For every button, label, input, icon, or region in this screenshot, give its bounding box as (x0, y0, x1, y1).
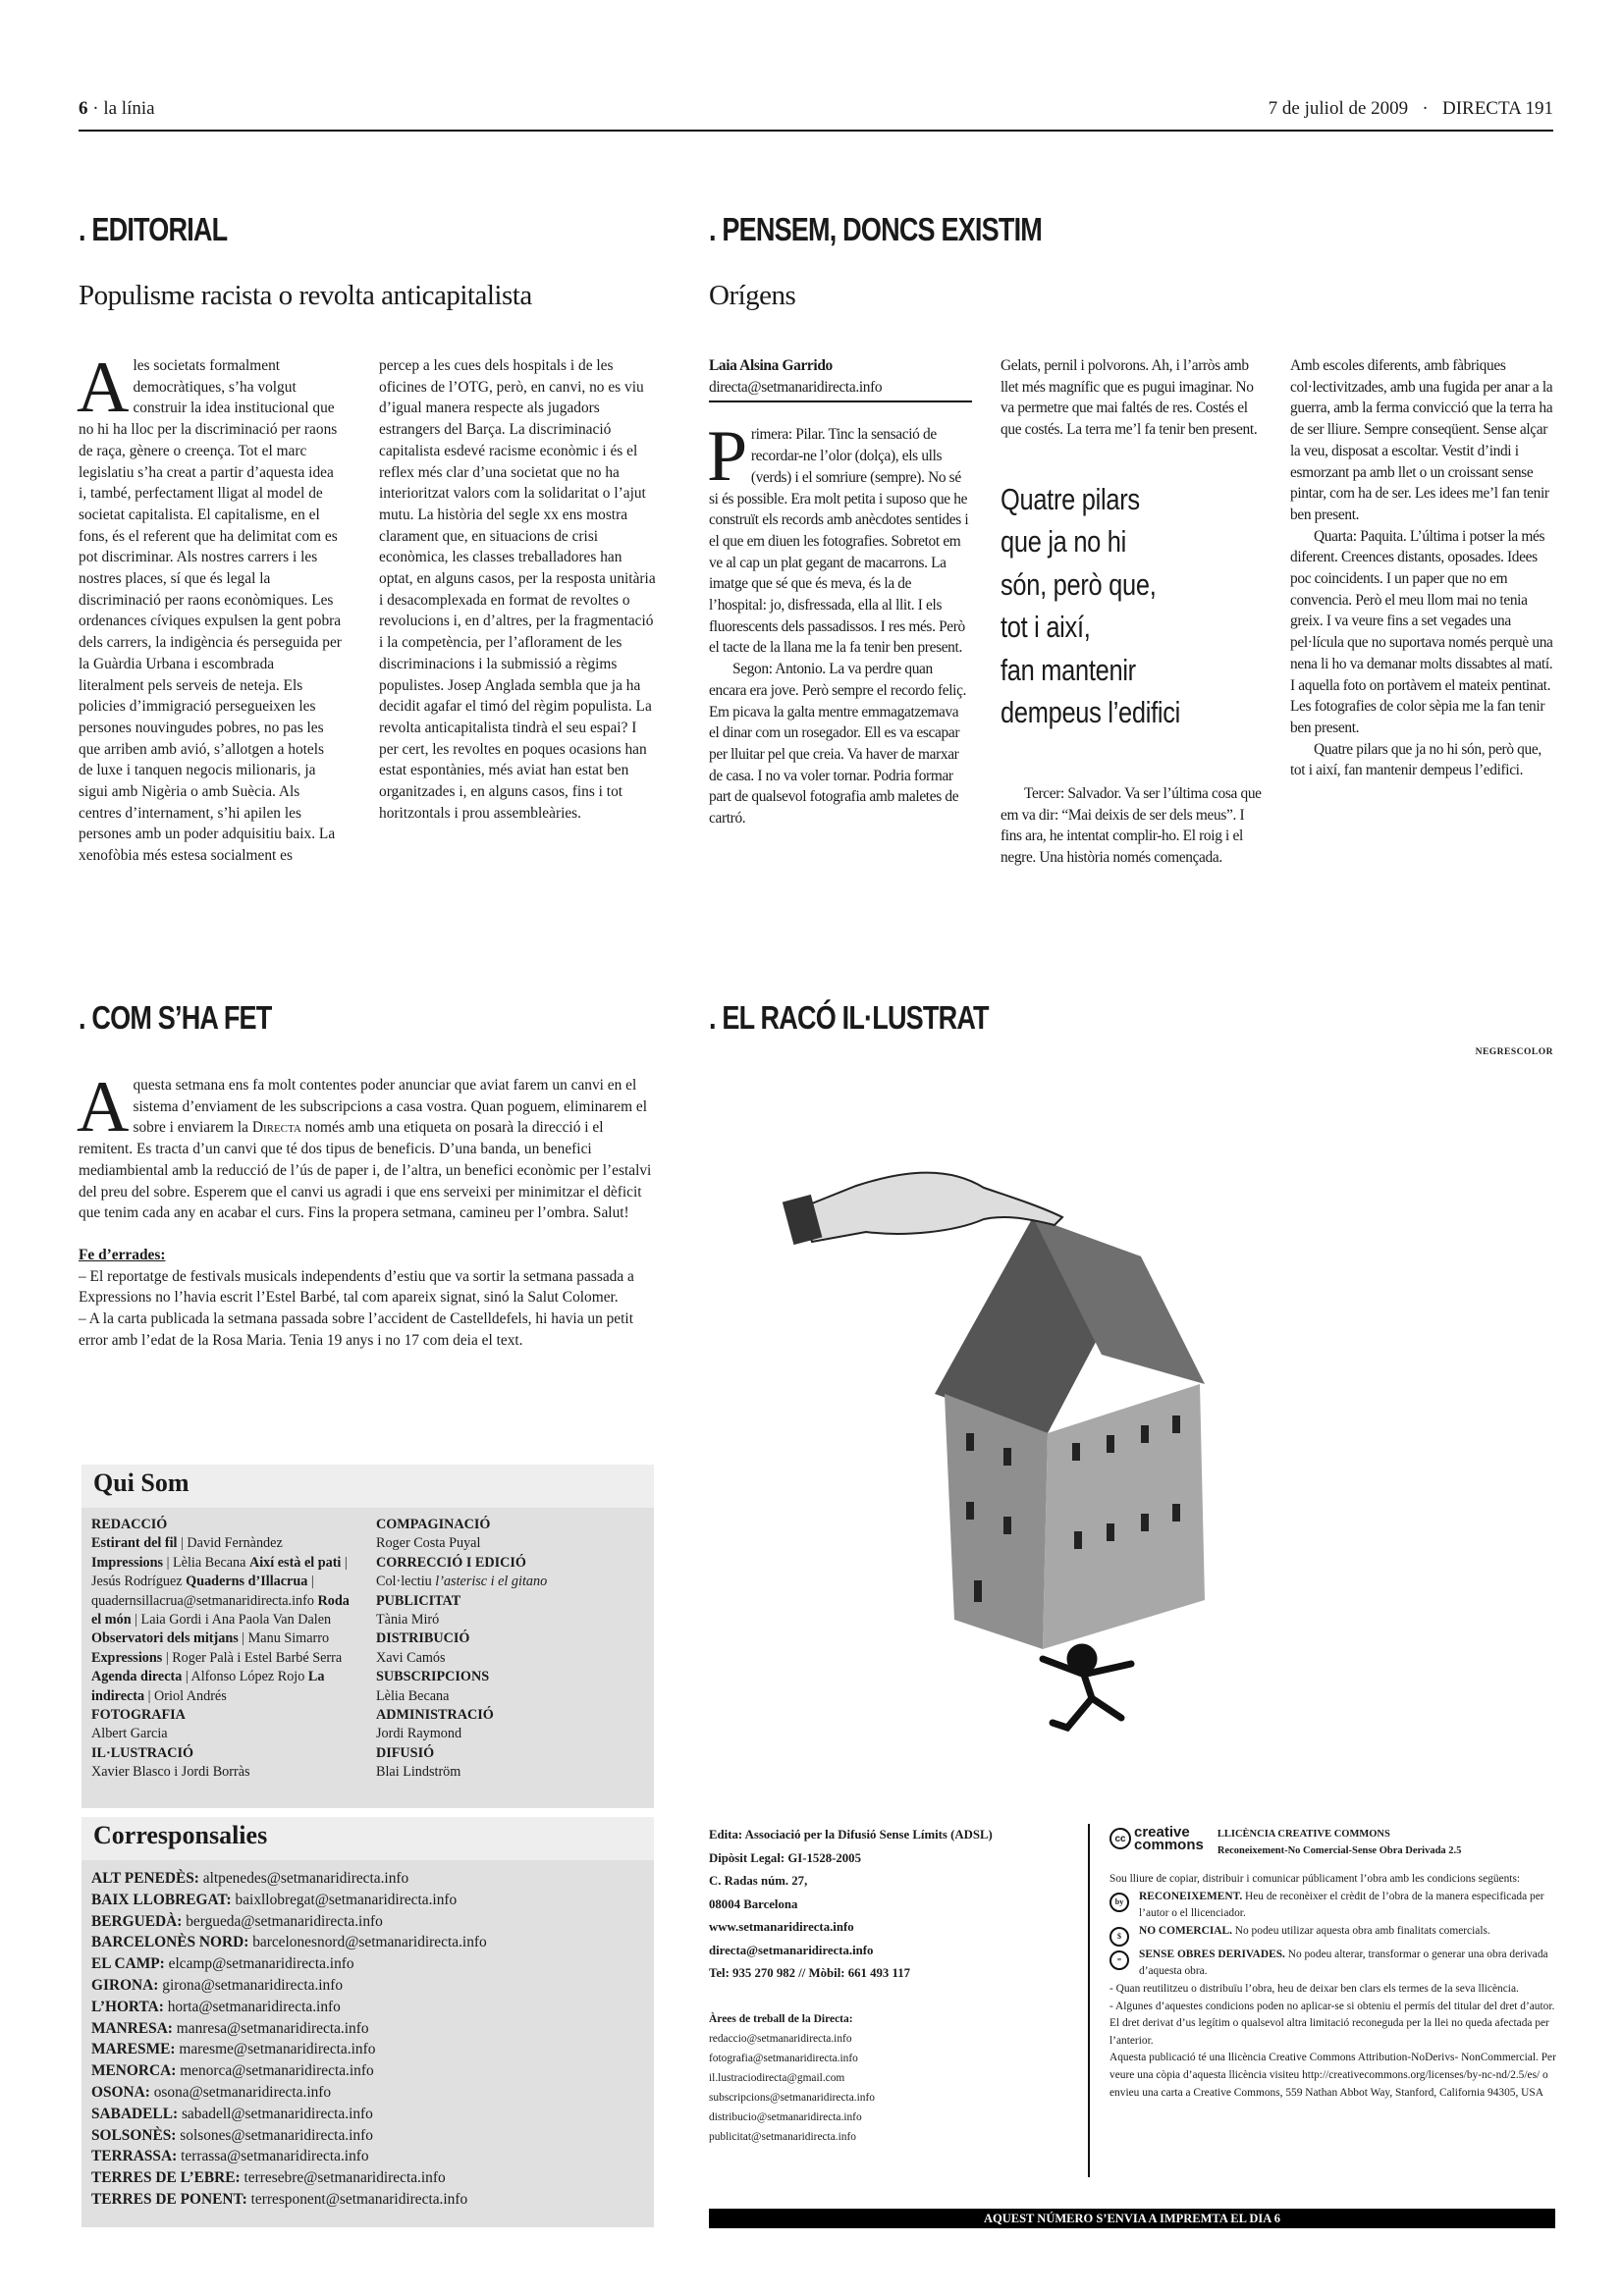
paragraph: rimera: Pilar. Tinc la sensació de recordar-ne l’olor (dolça), els ulls (verds) i el somriure (sempre). No sé si és possible. Era molt petita i suposo que he construït els records amb anècdotes sentides i el que em diuen les fotografies. Sobretot em ve al cap un plat gegant de macarrons. La imatge que sé que és meva, és la de l’hospital: jo, disfressada, ella al llit. I els fluorescents dels passadissos. I res més. Però el tacte de la llana me la fa tenir ben present. (709, 426, 969, 657)
condition-text (1139, 1923, 1490, 1947)
separator: · (92, 98, 99, 119)
region-email[interactable]: sabadell@setmanaridirecta.info (178, 2105, 373, 2122)
areas-title: Àrees de treball de la Directa: (709, 2012, 853, 2025)
corresponsal-item (91, 1997, 644, 2018)
errata-item: – El reportatge de festivals musicals independents d’estiu que va sortir la setmana passada a Expressions no l’havia escrit l’Estel Barbé, tal com apareix signat, sinó la Salut Colomer. (79, 1267, 634, 1307)
cc-icon: cc (1109, 1828, 1131, 1849)
staff-name: Col·lectiu (376, 1574, 436, 1590)
staff-name: l’asterisc i el gitano (435, 1574, 548, 1590)
region-name: GIRONA: (91, 1976, 159, 1994)
region-email[interactable]: terresebre@setmanaridirecta.info (240, 2169, 446, 2187)
pull-quote (1001, 478, 1267, 734)
paragraph: Tercer: Salvador. Va ser l’última cosa que em va dir: “Mai deixis de ser dels meus”. I fins ara, he intentat complir-ho. El roig i el negre. Una història només començada. (1001, 784, 1262, 866)
license-attribution-icon: by (1109, 1893, 1129, 1912)
condition-description: No podeu utilizar aquesta obra amb finalitats comercials. (1231, 1924, 1490, 1937)
region-email[interactable]: solsones@setmanaridirecta.info (176, 2126, 373, 2144)
staff-name: Jordi Raymond (376, 1726, 462, 1742)
author-email[interactable]: directa@setmanaridirecta.info (709, 377, 972, 403)
license-note: - Quan reutilitzeu o distribuïu l’obra, heu de deixar ben clars els termes de la seva llicència. (1109, 1982, 1519, 1995)
areas-list (709, 2029, 1087, 2147)
condition-description: No podeu alterar, transformar o generar una obra derivada d’aquesta obra. (1139, 1948, 1548, 1978)
staff-role: IL·LUSTRACIÓ (91, 1744, 194, 1761)
publisher-line: www.setmanaridirecta.info (709, 1920, 854, 1934)
region-email[interactable]: manresa@setmanaridirecta.info (172, 2019, 369, 2037)
staff-name: | Laia Gordi i Ana Paola Van Dalen (131, 1612, 332, 1629)
region-name: SABADELL: (91, 2105, 179, 2122)
corresponsal-item (91, 1890, 644, 1911)
staff-role: Quaderns d’Illacrua (186, 1574, 308, 1590)
issue-date: 7 de juliol de 2009 (1268, 98, 1409, 119)
staff-role: La indirecta (91, 1669, 325, 1704)
area-email[interactable]: publicitat@setmanaridirecta.info (709, 2130, 856, 2143)
corresponsal-item (91, 2189, 644, 2211)
staff-role: REDACCIÓ (91, 1517, 168, 1532)
drop-cap: P (707, 416, 747, 498)
staff-name: | Lèlia Becana (163, 1554, 249, 1571)
corresponsal-item (91, 2018, 644, 2040)
brand-name: Directa (251, 1119, 301, 1137)
editorial-text: les societats formalment democràtiques, s’ha volgut construir la idea institucional que no hi ha lloc per la discriminació per raons de raça, gènere o creença. Tot el marc legislatiu s’ha creat a partir d’aquesta idea i, també, perfectament lligat al model de societat capitalista. El capitalisme, en el fons, és el referent que ha delimitat com es pot discriminar. Als nostres carrers i les nostres places, sí que és legal la discriminació per raons econòmiques. Les ordenances cíviques expulsen la gent pobra dels carrers, la indigència és perseguida per la Guàrdia Urbana i escombrada literalment pels serveis de neteja. Els policies d’immigració persegueixen les persones nouvingudes pobres, no pas les que arriben amb avió, s’allotgen a hotels de luxe i tanquen negocis milionaris, ja sigui amb Nigèria o amb Suècia. Als centres d’internament, s’hi apilen les persones amb un poder adquisitiu baix. La xenofòbia més estesa socialment es (79, 357, 342, 865)
region-name: TERRASSA: (91, 2148, 178, 2165)
region-name: OSONA: (91, 2083, 150, 2101)
condition-name: SENSE OBRES DERIVADES. (1139, 1948, 1285, 1960)
staff-role: SUBSCRIPCIONS (376, 1669, 490, 1685)
publisher-line: Edita: Associació per la Difusió Sense Límits (ADSL) (709, 1828, 993, 1842)
staff-name: Lèlia Becana (376, 1687, 450, 1704)
corresponsal-item (91, 1975, 644, 1997)
staff-name: Roger Costa Puyal (376, 1535, 481, 1552)
region-name: BERGUEDÀ: (91, 1912, 183, 1930)
paragraph: Segon: Antonio. La va perdre quan encara era jove. Però sempre el recordo feliç. Em picava la galta mentre emmagatzemava el dinar com un rosegador. Ell es va escapar per lluitar pel que creia. Va haver de marxar de casa. I no va voler tornar. Podria formar part de qualsevol fotografia amb maletes de cartró. (709, 661, 967, 828)
staff-role: FOTOGRAFIA (91, 1707, 186, 1724)
condition-name: RECONEIXEMENT. (1139, 1890, 1243, 1902)
house-wall-front (945, 1394, 1048, 1649)
region-name: L’HORTA: (91, 1998, 164, 2015)
pensem-column-3 (1290, 355, 1557, 781)
article-title: Orígens (709, 280, 796, 311)
paragraph: Quarta: Paquita. L’última i potser la més diferent. Creences distants, oposades. Idees poc coincidents. I un paper que no em convencia. Però el meu llom mai no tenia greix. I va veure fins a set vegades una pel·lícula que no suportava només perquè una nena li ho va demanar molts dissabtes al matí. I aquella foto on portàvem el mateix pentinat. Les fotografies de color sèpia me la fan tenir ben present. (1290, 527, 1553, 736)
license-subtitle: Reconeixement-No Comercial-Sense Obra Derivada 2.5 (1217, 1845, 1462, 1856)
section-name: la línia (103, 98, 155, 119)
region-email[interactable]: menorca@setmanaridirecta.info (176, 2062, 374, 2080)
section-heading-com-sha-fet: . COM S’HA FET (79, 999, 272, 1036)
illustration (709, 1070, 1555, 1749)
publisher-line: Dipòsit Legal: GI-1528-2005 (709, 1850, 861, 1865)
corresponsalies-box (81, 1817, 654, 2227)
region-email[interactable]: osona@setmanaridirecta.info (149, 2083, 332, 2101)
logo-text: creative (1134, 1824, 1190, 1841)
staff-role: Expressions (91, 1649, 163, 1666)
region-name: ALT PENEDÈS: (91, 1870, 199, 1887)
staff-name: | Roger Palà i Estel Barbé Serra (162, 1649, 343, 1666)
condition-description: Heu de reconèixer el crèdit de l’obra de la manera especificada per l’autor o el llicenciador. (1139, 1890, 1544, 1920)
corresponsal-item (91, 2167, 644, 2189)
region-email[interactable]: barcelonesnord@setmanaridirecta.info (248, 1934, 487, 1951)
condition-name: NO COMERCIAL. (1139, 1924, 1232, 1937)
staff-role: DISTRIBUCIÓ (376, 1630, 470, 1647)
pull-quote-line: que ja no hi (1001, 524, 1127, 560)
publisher-line: C. Radas núm. 27, (709, 1874, 808, 1888)
pensem-column-1 (709, 355, 972, 829)
pull-quote-line: Quatre pilars (1001, 481, 1140, 516)
com-sha-fet-body (77, 1067, 654, 1351)
license-noderivs-icon: = (1109, 1950, 1129, 1970)
staff-name: Blai Lindström (376, 1764, 461, 1781)
section-heading-pensem: . PENSEM, DONCS EXISTIM (709, 211, 1042, 247)
region-email[interactable]: maresme@setmanaridirecta.info (175, 2041, 376, 2058)
region-name: MENORCA: (91, 2062, 177, 2080)
publisher-lines (709, 1824, 1087, 1986)
paragraph: Gelats, pernil i polvorons. Ah, i l’arròs amb llet més magnífic que es pugui imaginar. No va permetre que mai faltés de res. Costés el que costés. La terra me’l fa tenir ben present. (1001, 357, 1258, 439)
corresponsal-item (91, 1932, 644, 1953)
region-email[interactable]: terrassa@setmanaridirecta.info (177, 2148, 369, 2165)
corresponsal-item (91, 2104, 644, 2125)
editorial-column-1 (77, 347, 342, 867)
region-name: BAIX LLOBREGAT: (91, 1891, 232, 1908)
section-heading-raco-illustrat: . EL RACÓ IL·LUSTRAT (709, 999, 989, 1036)
region-email[interactable]: baixllobregat@setmanaridirecta.info (231, 1891, 458, 1908)
region-name: EL CAMP: (91, 1955, 165, 1973)
staff-role: Estirant del fil (91, 1535, 178, 1552)
publisher-line: Tel: 935 270 982 // Mòbil: 661 493 117 (709, 1966, 910, 1980)
license-condition (1109, 1947, 1556, 1981)
text: questa setmana ens fa molt contentes poder anunciar que aviat farem un canvi en el sistema d’enviament de les subscripcions a casa vostra. Quan poguem, eliminarem el sobre i enviarem la (133, 1077, 648, 1137)
corresponsal-item (91, 2082, 644, 2104)
publisher-line: 08004 Barcelona (709, 1896, 798, 1911)
staff-role: CORRECCIÓ I EDICIÓ (376, 1554, 526, 1571)
license-note: - Algunes d’aquestes condicions poden no aplicar-se si obteniu el permís del titular del dret d’autor. El dret derivat d’us legítim o qualsevol altra limitació reconeguda per la llei no queda afectada per l’anterior. (1109, 2000, 1555, 2047)
area-email[interactable]: redaccio@setmanaridirecta.info (709, 2032, 852, 2045)
page-folio (79, 98, 155, 120)
qui-som-box (81, 1465, 654, 1808)
corresponsalies-title: Corresponsalies (81, 1817, 654, 1860)
qui-som-title: Qui Som (81, 1465, 654, 1508)
region-email[interactable]: elcamp@setmanaridirecta.info (164, 1955, 354, 1973)
staff-role: Roda el món (91, 1592, 350, 1629)
staff-role: ADMINISTRACIÓ (376, 1707, 494, 1724)
corresponsal-item (91, 1953, 644, 1975)
license-title: LLICÈNCIA CREATIVE COMMONS (1217, 1829, 1390, 1840)
staff-role: PUBLICITAT (376, 1592, 461, 1609)
pull-quote-line: són, però que, (1001, 566, 1157, 602)
creative-commons-logo (1109, 1826, 1204, 1851)
license-conditions (1109, 1889, 1556, 1981)
corresponsalies-list (81, 1860, 654, 2227)
errata-item: – A la carta publicada la setmana passada sobre l’accident de Castelldefels, hi havia un petit error amb l’edat de la Rosa Maria. Tenia 19 anys i no 17 com deia el text. (79, 1310, 633, 1349)
author-name: Laia Alsina Garrido (709, 357, 833, 374)
pensem-column-2 (1001, 355, 1266, 869)
issue-info (1269, 98, 1553, 120)
license-block (1109, 1826, 1556, 2102)
staff-name: | Alfonso López Rojo (182, 1669, 308, 1685)
editorial-title: Populisme racista o revolta anticapitalista (79, 280, 532, 311)
region-name: MANRESA: (91, 2019, 173, 2037)
condition-text (1139, 1947, 1556, 1981)
staff-name: | David Fernàndez (177, 1535, 283, 1552)
region-name: BARCELONÈS NORD: (91, 1934, 249, 1951)
staff-name: | Jesús Rodríguez (91, 1554, 348, 1590)
license-condition (1109, 1889, 1556, 1923)
pull-quote-line: fan mantenir (1001, 652, 1136, 687)
corresponsal-item (91, 2060, 644, 2082)
corresponsal-item (91, 2125, 644, 2147)
license-noncommercial-icon: $ (1109, 1927, 1129, 1947)
staff-role: Observatori dels mitjans (91, 1630, 239, 1647)
staff-role: Així està el pati (248, 1554, 342, 1571)
region-name: TERRES DE L’EBRE: (91, 2169, 241, 2187)
region-email[interactable]: terresponent@setmanaridirecta.info (246, 2190, 468, 2208)
text: només amb una etiqueta on posarà la direcció i el remitent. Es tracta d’un canvi que té dos tipus de beneficis. D’una banda, un benefici mediambiental amb la reducció de l’ús de paper i, de l’altra, un benefici econòmic per l’estalvi del preu del sobre. Esperem que el canvi us agradi i que ens serveixi per minimitzar el dèficit que tenim cada any en acabar el curs. Fins la propera setmana, camineu per l’ombra. Salut! (79, 1119, 652, 1222)
staff-name: Albert Garcia (91, 1726, 168, 1742)
publisher-info (709, 1824, 1087, 2147)
region-name: SOLSONÈS: (91, 2126, 177, 2144)
staff-name: | Manu Simarro (238, 1630, 330, 1647)
area-email[interactable]: fotografia@setmanaridirecta.info (709, 2052, 858, 2064)
print-notice-bar: AQUEST NÚMERO S’ENVIA A IMPREMTA EL DIA 6 (709, 2209, 1555, 2228)
editorial-column-2: percep a les cues dels hospitals i de les oficines de l’OTG, però, en canvi, no es viu d’igual manera respecte als jugadors estrangers del Barça. La discriminació capitalista esdevé racisme econòmic i és el reflex més clar d’una societat que no ha interioritzat valors com la solidaritat o l’ajut mutu. La història del segle xx ens mostra clarament que, en situacions de crisi econòmica, les classes treballadores han optat, en alguns casos, per la resposta unitària i desacomplexada en format de revoltes o revolucions i, en d’altres, per la fragmentació i la competència, per l’aflorament de les discriminacions i la submissió a règims populistes. Josep Anglada sembla que ja ha decidit agafar el timó del règim populista. La revolta anticapitalista tindrà el seu espai? I per cert, les revoltes en poques ocasions han estat espontànies, més aviat han estat ben organitzades i, en alguns casos, fins i tot horitzontals i prou assembleàries. (379, 357, 656, 822)
issue-number: DIRECTA 191 (1441, 98, 1553, 119)
region-email[interactable]: bergueda@setmanaridirecta.info (182, 1912, 383, 1930)
area-email[interactable]: distribucio@setmanaridirecta.info (709, 2110, 862, 2123)
corresponsal-item (91, 1911, 644, 1933)
drop-cap: A (77, 1067, 130, 1148)
separator: · (1422, 98, 1429, 119)
paragraph: Quatre pilars que ja no hi són, però que, tot i així, fan mantenir dempeus l’edifici. (1290, 740, 1542, 779)
staff-role: COMPAGINACIÓ (376, 1517, 491, 1532)
staff-role: Agenda directa (91, 1669, 183, 1685)
staff-name: Xavi Camós (376, 1649, 446, 1666)
license-condition (1109, 1923, 1556, 1947)
errata-title: Fe d’errades: (79, 1246, 166, 1263)
divider (1088, 1824, 1090, 2177)
area-email[interactable]: subscripcions@setmanaridirecta.info (709, 2091, 875, 2104)
page-number: 6 (79, 98, 88, 119)
illustrator-credit: NEGRESCOLOR (1475, 1047, 1553, 1057)
staff-role: Impressions (91, 1554, 164, 1571)
paragraph: Amb escoles diferents, amb fàbriques col·lectivitzades, amb una fugida per anar a la guerra, amb la ferma convicció que la terra ha de ser lliure. Sempre conseqüent. Sense alçar la veu, disposat a escoltar. Vestit d’indi i esmorzant pa amb llet o un croissant sense pintar, com ha de ser. Les idees me’l fan tenir ben present. (1290, 357, 1553, 523)
license-note: Aquesta publicació té una llicència Creative Commons Attribution-NoDerivs- NonCommercial. Per veure una còpia d’aquesta llicència visiteu http://creativecommons.org/licenses/by-nc-nd/2.5/es/ o envieu una carta a Creative Commons, 559 Nathan Abbot Way, Stanford, California 94305, USA (1109, 2052, 1556, 2099)
corresponsal-item (91, 2039, 644, 2060)
staff-name: | Oriol Andrés (144, 1687, 227, 1704)
region-email[interactable]: altpenedes@setmanaridirecta.info (198, 1870, 409, 1887)
staff-list-right (376, 1516, 641, 1796)
corresponsal-item (91, 2146, 644, 2167)
license-intro: Sou lliure de copiar, distribuir i comunicar públicament l’obra amb les condicions següents: (1109, 1873, 1521, 1885)
page-header (79, 98, 1553, 132)
pull-quote-line: tot i així, (1001, 610, 1091, 645)
staff-list-left (91, 1516, 356, 1796)
section-heading-editorial: . EDITORIAL (79, 211, 228, 247)
staff-name: Xavier Blasco i Jordi Borràs (91, 1764, 250, 1781)
staff-name: | quadernsillacrua@setmanaridirecta.info (91, 1574, 318, 1609)
license-notes (1109, 1981, 1556, 2102)
area-email[interactable]: il.lustraciodirecta@gmail.com (709, 2071, 845, 2084)
region-name: MARESME: (91, 2041, 176, 2058)
region-email[interactable]: horta@setmanaridirecta.info (163, 1998, 341, 2015)
publisher-line: directa@setmanaridirecta.info (709, 1943, 874, 1957)
condition-text (1139, 1889, 1556, 1923)
logo-text: commons (1134, 1837, 1204, 1853)
staff-role: DIFUSIÓ (376, 1744, 435, 1761)
region-email[interactable]: girona@setmanaridirecta.info (158, 1976, 344, 1994)
drop-cap: A (77, 347, 130, 428)
pull-quote-line: dempeus l’edifici (1001, 695, 1181, 730)
staff-name: Tània Miró (376, 1612, 440, 1629)
region-name: TERRES DE PONENT: (91, 2190, 247, 2208)
corresponsal-item (91, 1868, 644, 1890)
